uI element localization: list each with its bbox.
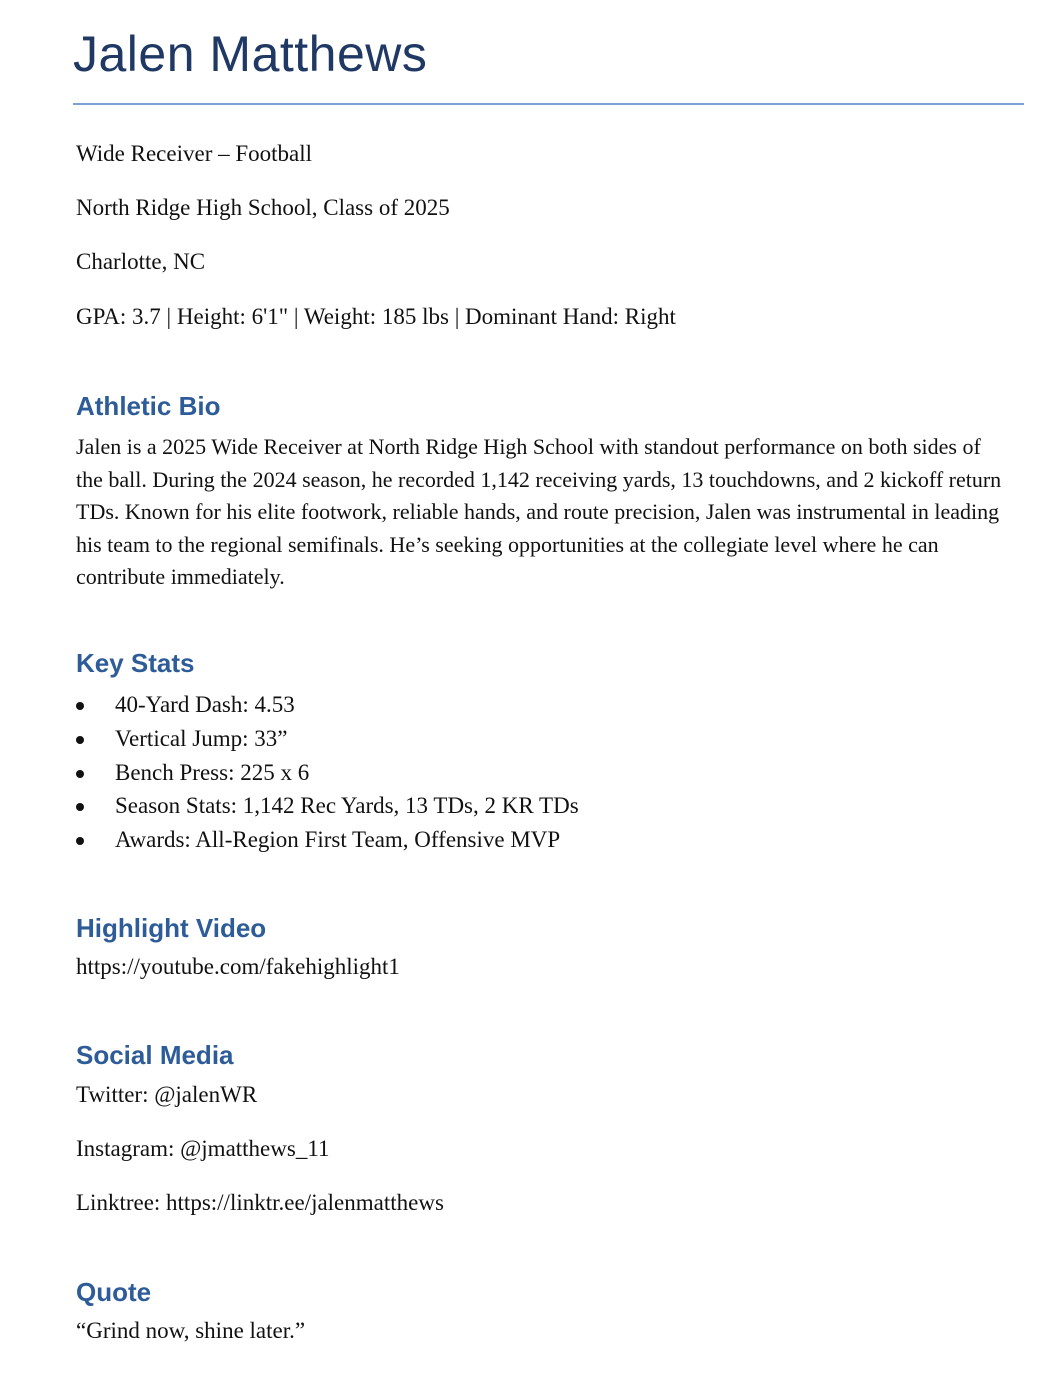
linktree-line: Linktree: https://linktr.ee/jalenmatthews [76, 1190, 444, 1215]
twitter-line: Twitter: @jalenWR [76, 1082, 258, 1107]
athlete-name-title: Jalen Matthews [73, 26, 428, 82]
stat-text: Bench Press: 225 x 6 [115, 759, 310, 785]
stat-text: Season Stats: 1,142 Rec Yards, 13 TDs, 2 KR TDs [115, 793, 579, 819]
athletic-bio-heading: Athletic Bio [76, 391, 221, 421]
athletic-bio-text: Jalen is a 2025 Wide Receiver at North Ridge High School with standout performance on both sides of the ball. During the 2024 season, he recorded 1,142 receiving yards, 13 touchdowns, and 2 kickoff return TDs. Known for his elite footwork, reliable hands, and route precision, Jalen was instrumental in leading his team to the regional semifinals. He’s seeking opportunities at the collegiate level where he can contribute immediately. [76, 434, 1002, 589]
quote-heading: Quote [76, 1277, 152, 1307]
bullet-icon [76, 803, 84, 811]
bullet-icon [76, 736, 84, 744]
stat-text: Vertical Jump: 33” [115, 725, 288, 751]
school-line: North Ridge High School, Class of 2025 [76, 195, 450, 220]
bullet-icon [76, 837, 84, 845]
bullet-icon [76, 702, 84, 710]
stat-text: 40-Yard Dash: 4.53 [115, 692, 295, 717]
title-divider [73, 103, 1024, 105]
instagram-line: Instagram: @jmatthews_11 [76, 1136, 330, 1161]
metrics-line: GPA: 3.7 | Height: 6'1" | Weight: 185 lbs | Dominant Hand: Right [76, 304, 676, 329]
location-line: Charlotte, NC [76, 249, 206, 274]
highlight-video-link[interactable]: https://youtube.com/fakehighlight1 [76, 954, 400, 979]
key-stats-heading: Key Stats [76, 648, 195, 678]
quote-text: “Grind now, shine later.” [76, 1318, 306, 1343]
stat-text: Awards: All-Region First Team, Offensive MVP [115, 827, 561, 853]
bullet-icon [76, 770, 84, 778]
position-line: Wide Receiver – Football [76, 141, 313, 166]
social-media-heading: Social Media [76, 1040, 234, 1070]
highlight-video-heading: Highlight Video [76, 913, 267, 943]
